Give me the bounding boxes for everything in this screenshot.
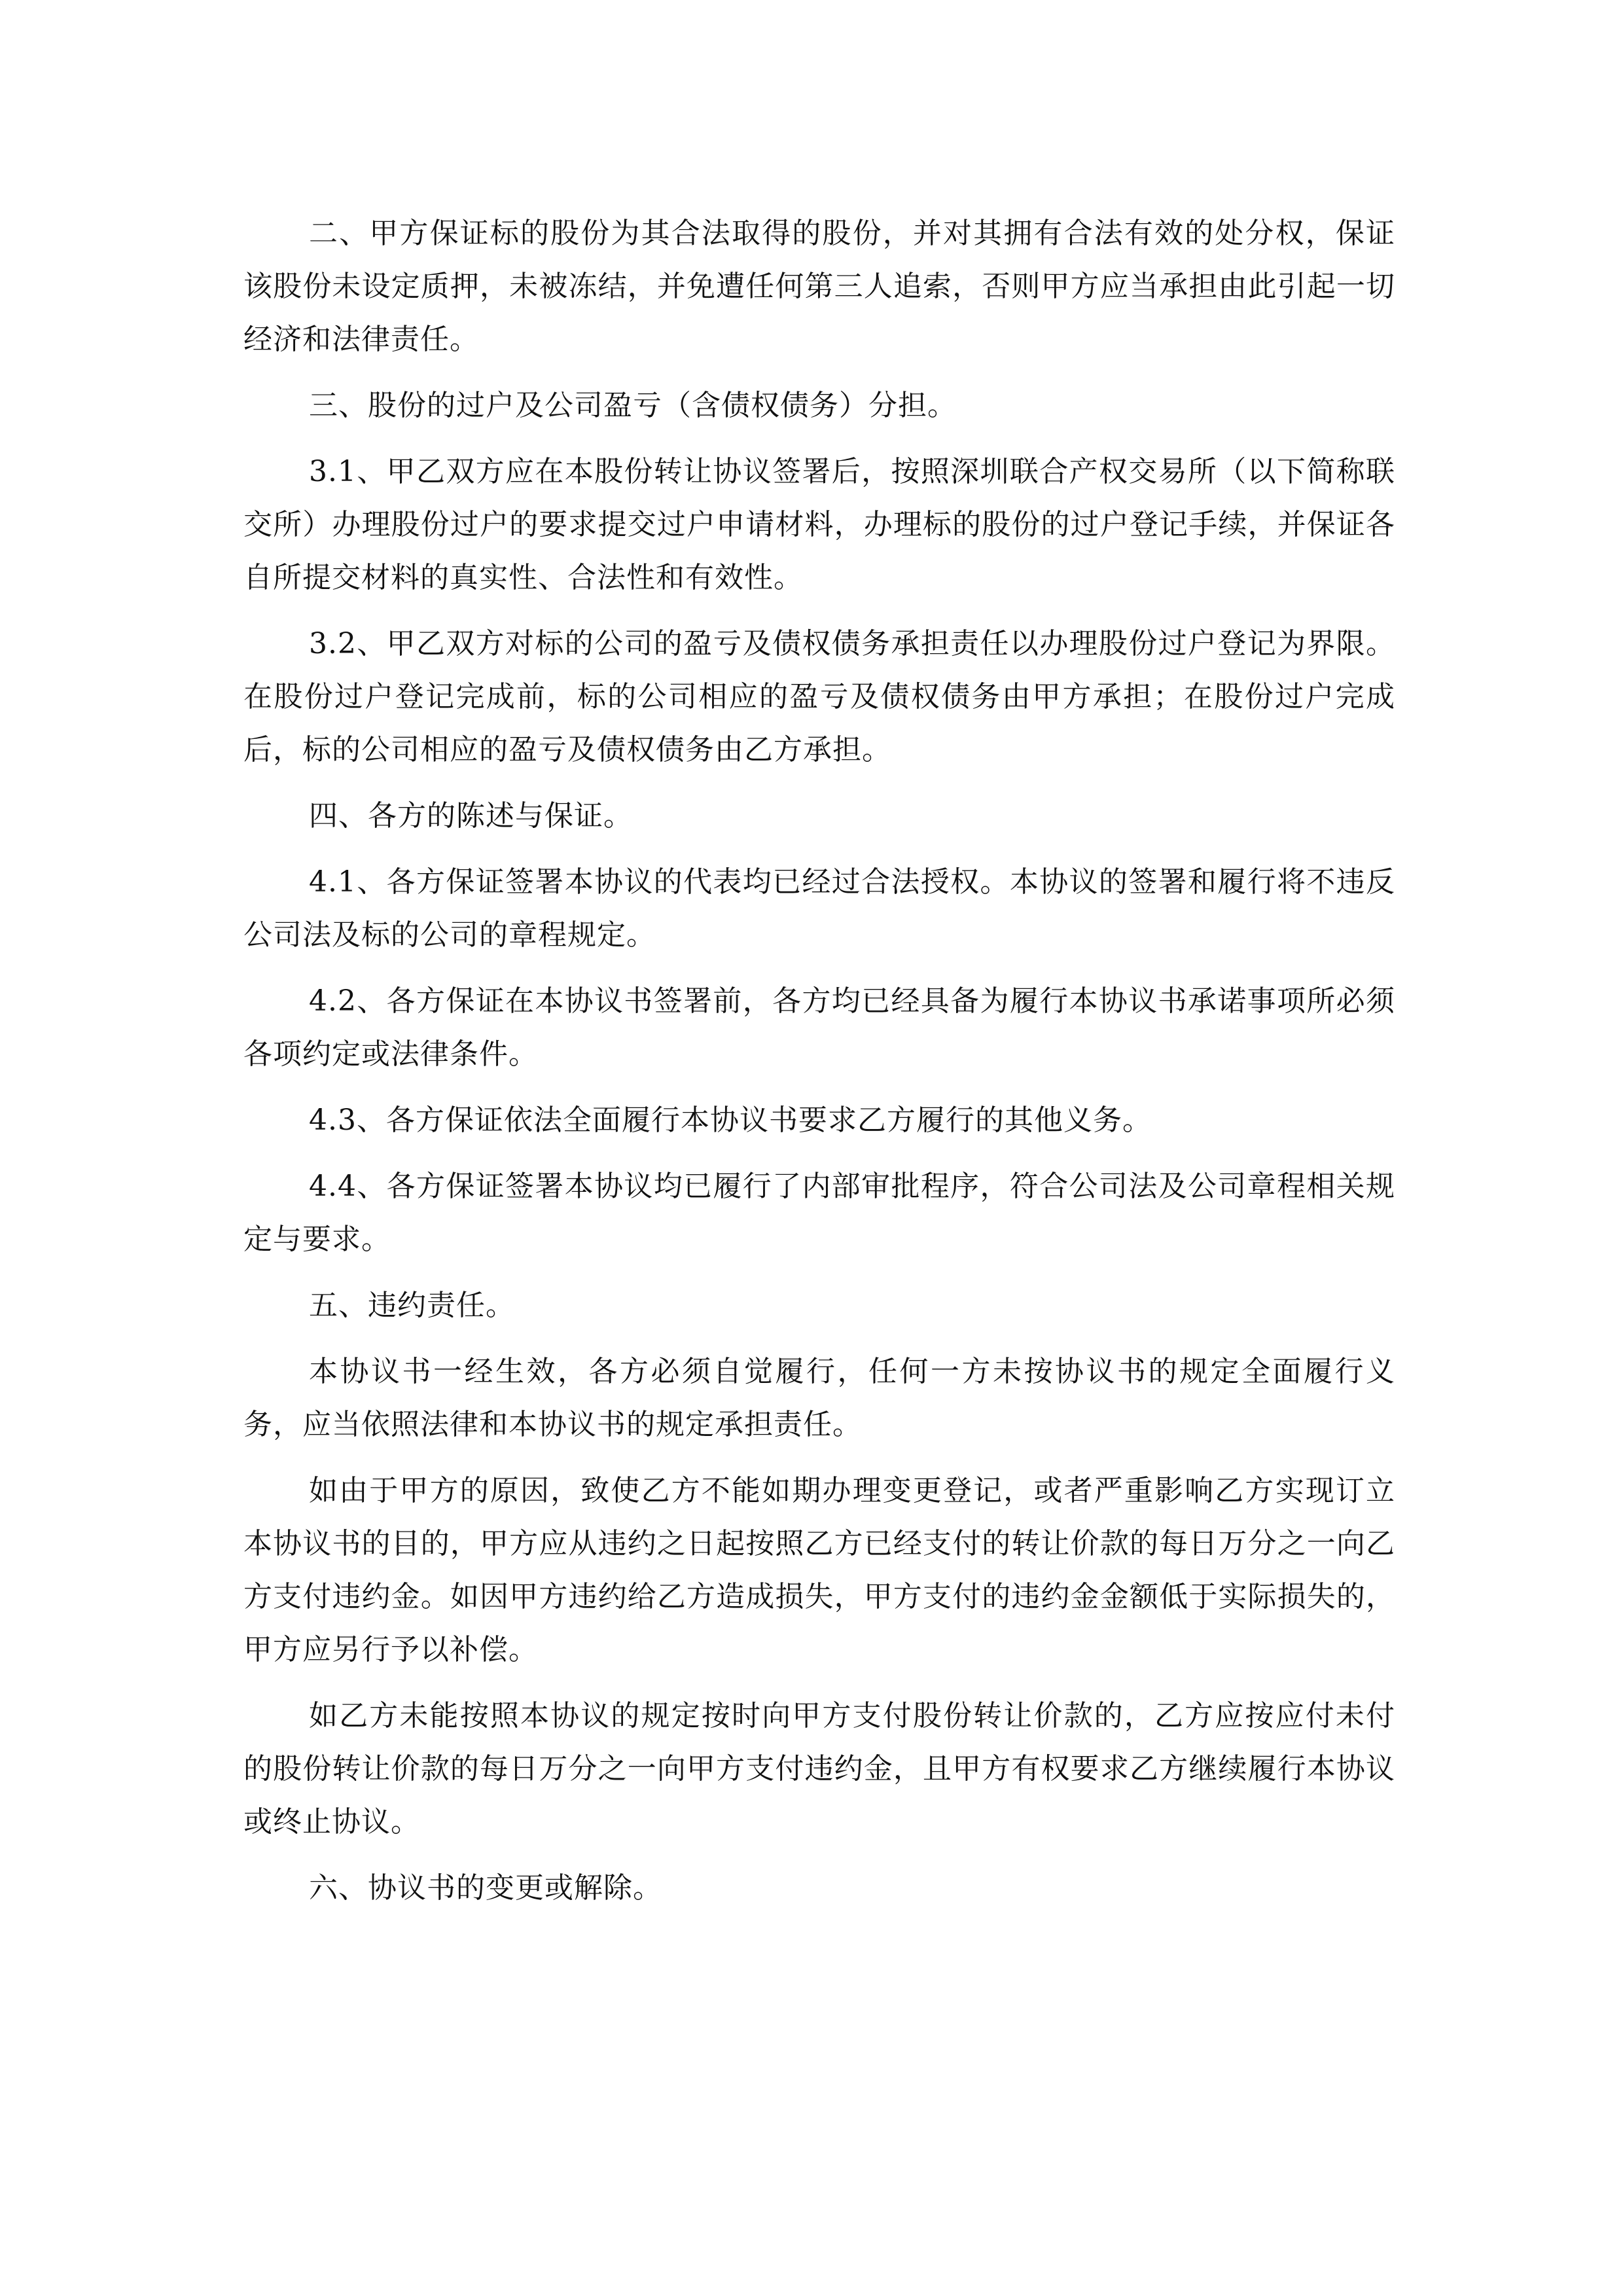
clause-4-4: 4.4、各方保证签署本协议均已履行了内部审批程序，符合公司法及公司章程相关规定与要求。 bbox=[243, 1170, 1395, 1256]
document-page bbox=[243, 207, 1395, 1928]
clause-4-1: 4.1、各方保证签署本协议的代表均已经过合法授权。本协议的签署和履行将不违反公司法及标的公司的章程规定。 bbox=[243, 865, 1395, 952]
clause-2-warranty: 二、甲方保证标的股份为其合法取得的股份，并对其拥有合法有效的处分权，保证该股份未设定质押，未被冻结，并免遭任何第三人追索，否则甲方应当承担由此引起一切经济和法律责任。 bbox=[243, 217, 1395, 356]
clause-4-2: 4.2、各方保证在本协议书签署前，各方均已经具备为履行本协议书承诺事项所必须各项约定或法律条件。 bbox=[243, 984, 1395, 1071]
breach-general: 本协议书一经生效，各方必须自觉履行，任何一方未按协议书的规定全面履行义务，应当依照法律和本协议书的规定承担责任。 bbox=[243, 1355, 1395, 1441]
breach-party-a: 如由于甲方的原因，致使乙方不能如期办理变更登记，或者严重影响乙方实现订立本协议书的目的，甲方应从违约之日起按照乙方已经支付的转让价款的每日万分之一向乙方支付违约金。如因甲方违约给乙方造成损失，甲方支付的违约金金额低于实际损失的，甲方应另行予以补偿。 bbox=[243, 1474, 1395, 1666]
clause-4-3: 4.3、各方保证依法全面履行本协议书要求乙方履行的其他义务。 bbox=[309, 1103, 1152, 1137]
breach-party-b: 如乙方未能按照本协议的规定按时向甲方支付股份转让价款的，乙方应按应付未付的股份转让价款的每日万分之一向甲方支付违约金，且甲方有权要求乙方继续履行本协议或终止协议。 bbox=[243, 1699, 1395, 1839]
section-6-heading: 六、协议书的变更或解除。 bbox=[309, 1871, 662, 1905]
section-5-heading: 五、违约责任。 bbox=[309, 1289, 515, 1322]
section-4-heading: 四、各方的陈述与保证。 bbox=[309, 799, 633, 833]
clause-3-2: 3.2、甲乙双方对标的公司的盈亏及债权债务承担责任以办理股份过户登记为界限。在股份过户登记完成前，标的公司相应的盈亏及债权债务由甲方承担；在股份过户完成后，标的公司相应的盈亏及债权债务由乙方承担。 bbox=[243, 627, 1395, 766]
clause-3-1: 3.1、甲乙双方应在本股份转让协议签署后，按照深圳联合产权交易所（以下简称联交所）办理股份过户的要求提交过户申请材料，办理标的股份的过户登记手续，并保证各自所提交材料的真实性、合法性和有效性。 bbox=[243, 455, 1395, 594]
section-3-heading: 三、股份的过户及公司盈亏（含债权债务）分担。 bbox=[309, 389, 957, 422]
